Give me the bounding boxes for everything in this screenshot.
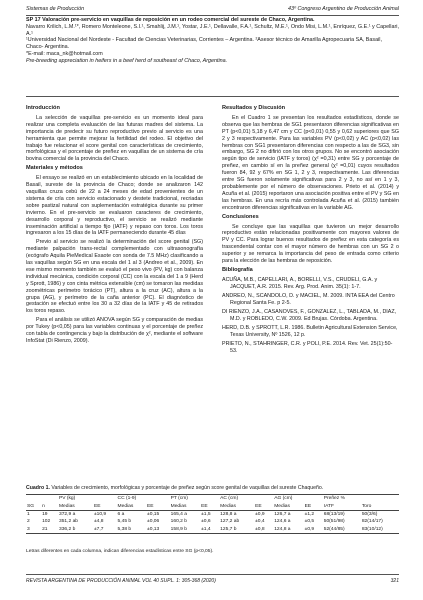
group-header: Preñez % xyxy=(323,495,399,503)
table-cell: 158,9 b xyxy=(170,526,200,534)
reference-item: HERD, D.B. y SPROTT, L.R. 1986. Bulletin Agricultural Extension Service, Texas University, Nº 1526, 12 p. xyxy=(222,324,398,338)
table-cell: 124,8 a xyxy=(273,526,303,534)
methods-paragraph-2: Previo al servicio se realizó la determinación del score genital (SG) mediante palpación trans-rectal complementado con ultrasonografía (ecógrafo Aquila PieMedical Esaote con sonda de 7.5 MHz) clasificando a las vaquillas según SG en una escala del 1 al 3 (Andreo et al., 2009). En ese mismo momento también se evaluó el peso vivo (PV, kg) con balanza individual mecánica, condición corporal (CC) con la escala del 1 a 9 (Herd y Sprott, 1986) y con cinta métrica extensible (cm) se tomaron las medidas zoométricas perímetro torácico (PT), altura a la cruz (AC), altura a la grupa (AG), y perímetro de la caña anterior (PC). El diagnóstico de gestación se efectuó entre los 30 a 32 días de la IATF y 45 de retirados los toros repaso. xyxy=(26,239,204,315)
table-cell: 5,45 b xyxy=(117,519,132,525)
contact-email: *E-mail: maca_nk@hotmail.com xyxy=(26,50,103,57)
group-header: PV (kg) xyxy=(58,495,117,503)
table-caption-label: Cuadro 1. xyxy=(26,485,50,491)
journal-citation: REVISTA ARGENTINA DE PRODUCCIÓN ANIMAL VOL 40 SUPL. 1: 305-368 (2020) xyxy=(26,578,216,584)
table-cell: 160,2 b xyxy=(170,519,187,525)
table-cell: ±1,2 xyxy=(304,511,315,517)
reference-item: ANDREO, N., SCANDOLO, D. y MACIEL, M. 2009. INTA EEA del Centro Regional Santa Fe. p 2-5. xyxy=(222,292,395,306)
table-cell: 6 a xyxy=(117,511,125,517)
table-cell: 1 xyxy=(27,511,30,517)
table-cell: ±0,06 xyxy=(147,519,160,525)
table-cell: ±0,9 xyxy=(255,511,265,517)
affiliation: ¹Universidad Nacional del Nordeste - Facultad de Ciencias Veterinarias, Corrientes – Argentina. ²Asesor técnico de Amarilla Agropecuaria SA, Basail, Chaco- Argentina. xyxy=(26,37,382,51)
conclusions-heading: Conclusiones xyxy=(222,213,259,220)
col-header: Medias xyxy=(58,502,93,510)
table-cell: 50(3/6) xyxy=(361,511,378,517)
col-header: EE xyxy=(93,502,117,510)
col-header: EE xyxy=(304,502,323,510)
footer-rule xyxy=(26,574,399,575)
header-section: Sistemas de Producción xyxy=(26,6,85,12)
table-cell: ±7,7 xyxy=(93,526,117,534)
table-cell: 372,9 a xyxy=(58,511,76,517)
table-cell: ±0,4 xyxy=(255,519,265,525)
table-cell: 124,6 a xyxy=(274,519,291,525)
table-cell: 21 xyxy=(41,526,58,534)
title-rule xyxy=(26,96,399,97)
paper-title: SP 17 Valoración pre-servicio en vaquillas de reposición en un rodeo comercial del sureste de Chaco, Argentina. xyxy=(26,17,315,23)
table-cell: 52(44/85) xyxy=(323,526,361,534)
col-header: Medias xyxy=(170,502,200,510)
table-cell: ±0,13 xyxy=(146,526,170,534)
table-cell: 102 xyxy=(42,519,51,525)
table-cell: 3 xyxy=(26,526,41,534)
col-header: Medias xyxy=(117,502,147,510)
col-header: EE xyxy=(200,502,219,510)
english-title: Pre-breeding appreciation in heifers in a beef herd of southeast of Chaco, Argentina. xyxy=(26,57,228,64)
right-column xyxy=(222,103,399,357)
table-cell: 83(10/12) xyxy=(361,526,399,534)
table-cell: ±0,9 xyxy=(304,526,323,534)
table-cell: ±1,4 xyxy=(200,526,219,534)
page-number: 321 xyxy=(390,578,399,584)
table-cell: ±4,8 xyxy=(93,519,104,525)
header-congress: 43º Congreso Argentino de Producción Animal xyxy=(288,6,399,12)
table-cell: 128,8 a xyxy=(220,511,237,517)
bibliography-heading: Bibliografía xyxy=(222,266,253,273)
group-header: PT (cm) xyxy=(170,495,220,503)
table-footnote: Letras diferentes en cada columna, indican diferencias estadísticas entre SG (p<0,05). xyxy=(26,549,214,554)
col-header: SG xyxy=(26,502,41,510)
col-header: EE xyxy=(146,502,170,510)
table-cell: 125,7 b xyxy=(219,526,254,534)
running-footer xyxy=(26,578,399,584)
col-header: IATF xyxy=(323,502,361,510)
table-cell: ±0,6 xyxy=(201,519,211,525)
table-cell: ±0,8 xyxy=(254,526,273,534)
table-cell: 68(13/19) xyxy=(323,511,345,517)
conclusions-text: Se concluye que las vaquillas que tuvieron un mejor desarrollo reproductivo están relacionadas positivamente con mayores valores de PV y CC. Para lograr buenos resultados de preñez en esta categoría es trascendental contar con el mayor número de hembras con un SG 2 o superior y se remarca la importancia del peso de entrada como criterio para la elección de las hembras de reposición. xyxy=(222,223,399,265)
table-cell: 5,38 b xyxy=(117,526,147,534)
table-cell: 2 xyxy=(27,519,30,525)
header-rule xyxy=(26,15,399,16)
methods-paragraph-1: El ensayo se realizó en un establecimiento ubicado en la localidad de Basail, sureste de la provincia de Chaco; donde se analizaron 142 vaquillas cruza cebú de 22 a 24 meses de edad provenientes de un sistema de cría con servicio estacionado y destete tradicional, recriadas sobre pastizal natural con suplementación estratégica durante su primer invierno. En el pre-servicio se evaluaron caracteres de crecimiento, desarrollo corporal y reproductivo, el servicio se realizó mediante inseminación artificial a tiempo fijo (IATF) y repaso con toros. Los toros ingresaron a los 15 días de la IATF permaneciendo durante 45 días xyxy=(26,175,203,237)
table-cell: 82(14/17) xyxy=(361,519,383,525)
group-header: AG (cm) xyxy=(273,495,323,503)
methods-paragraph-3: Para el análisis se utilizó ANOVA según SG y comparación de medias por Tukey (p<0,05) para las variables continuas y el porcentaje de preñez con tabla de contingencia y bajo la distribución de χ², mediante el software InfoStat (Di Rienzo, 2009). xyxy=(26,317,203,344)
col-header: EE xyxy=(254,502,273,510)
table-cell: ±10,9 xyxy=(93,511,107,517)
table-cell: 126,7 a xyxy=(274,511,291,517)
table-cell: 165,4 a xyxy=(170,511,187,517)
methods-heading: Materiales y métodos xyxy=(26,165,83,172)
running-header xyxy=(26,6,399,15)
col-header: Medias xyxy=(273,502,303,510)
left-column xyxy=(26,103,203,347)
table-cell: ±0,15 xyxy=(147,511,160,517)
table-row xyxy=(26,518,399,525)
table-sub-header xyxy=(26,502,399,510)
results-text: En el Cuadro 1 se presentan los resultados estadísticos, donde se observa que las hembras de SG1 presentaron diferencias significativas en PT (p<0,01) 5,18 y 6,47 cm y CC (p<0,01) 0,55 y 0,62 superiores que SG 2 y 3 respectivamente. Para las variables PV (p<0,02) y AC (p<0,02) las hembras con SG1 presentaron diferencias con respecto a las de SG3, sin embargo, SG 2 no difirió con los otros grupos. No se encontró asociación según tipo de servicio (IATF y toros) (χ² =0,31) entre SG y porcentaje de preñez, en cambio sí en la preñez general (χ² =0,01) cuyos resultados fueron 84, 92 y 67% en SG 1, 2 y 3, respectivamente. Las diferencias entre SG fueron solamente significativas para 2 y 3, no así en 1 y 3, probablemente por el número de observaciones. Prieto et al. (2014) y Acuña et al. (2015) reportaron una asociación positiva entre el PV y SG en las hembras. En una recría más controlada Acuña et al. (2015) también encontraron diferencias significativas en la variable AG. xyxy=(222,114,399,211)
table-cell: 336,2 b xyxy=(58,526,93,534)
table-cell: ±1,5 xyxy=(201,511,211,517)
table-cell: 50(51/98) xyxy=(323,519,345,525)
table-caption xyxy=(26,485,399,491)
table-group-header xyxy=(26,495,399,503)
col-header: n xyxy=(41,502,58,510)
table-cell: ±0,5 xyxy=(304,519,315,525)
intro-heading: Introducción xyxy=(26,105,60,111)
table-cell: 19 xyxy=(42,511,48,517)
reference-item: DI RIENZO, J.A., CASANOVES, F., GONZALEZ, L., TABLADA, M., DIAZ, M.D. y ROBLEDO, C.W. 2009. Ed Brujas. Córdoba. Argentina. xyxy=(222,308,397,322)
col-header: Medias xyxy=(219,502,254,510)
reference-item: PRIETO, N., STAHRINGER, C.R. y POLI, P.E. 2014. Rev. Vet. 25(1):50-53. xyxy=(222,340,393,354)
group-header: CC (1-9) xyxy=(117,495,170,503)
results-table xyxy=(26,494,399,534)
table-caption-text: Variables de crecimiento, morfológicas y porcentaje de preñez según score genital de vaquillas del sureste Chaqueño. xyxy=(49,485,324,491)
table-row xyxy=(26,510,399,518)
intro-text: La selección de vaquillas pre-servicio es un momento ideal para realizar una completa evaluación de las futuras madres del sistema. La importancia de predecir su futuro reproductivo previo al servicio es una herramienta que permite mejorar la fertilidad del rodeo. El objetivo del trabajo fue relacionar el score genital con características de crecimiento, morfológicas y el porcentaje de preñez en vaquillas de un sistema de cría bovina comercial de la provincia del Chaco. xyxy=(26,114,203,163)
front-matter xyxy=(26,17,399,65)
table-cell: 127,2 ab xyxy=(220,519,240,525)
table-cell: 351,2 ab xyxy=(58,519,79,525)
author-list: Navarro Krilich, L.M.¹*, Romero Monteleone, S.I.¹, Smahlij, J.M.¹, Yostar, J.E.¹, Dellavalle, F.A.¹, Schultz, M.E.¹, Ondo Misi, L.M.¹, Enríquez, G.E.¹ y Capellari, A.¹ xyxy=(26,23,399,37)
reference-item: ACUÑA, M.B., CAPELLARI, A., BORELLI, V.S., CRUDELI, G.A. y JACQUET, A.R. 2015. Rev. Arg. Prod. Anim. 35(1): 1-7. xyxy=(222,276,378,290)
col-header: Toro xyxy=(361,502,399,510)
group-header: AC (cm) xyxy=(219,495,273,503)
results-heading: Resultados y Discusión xyxy=(222,105,286,111)
table-row xyxy=(26,526,399,534)
